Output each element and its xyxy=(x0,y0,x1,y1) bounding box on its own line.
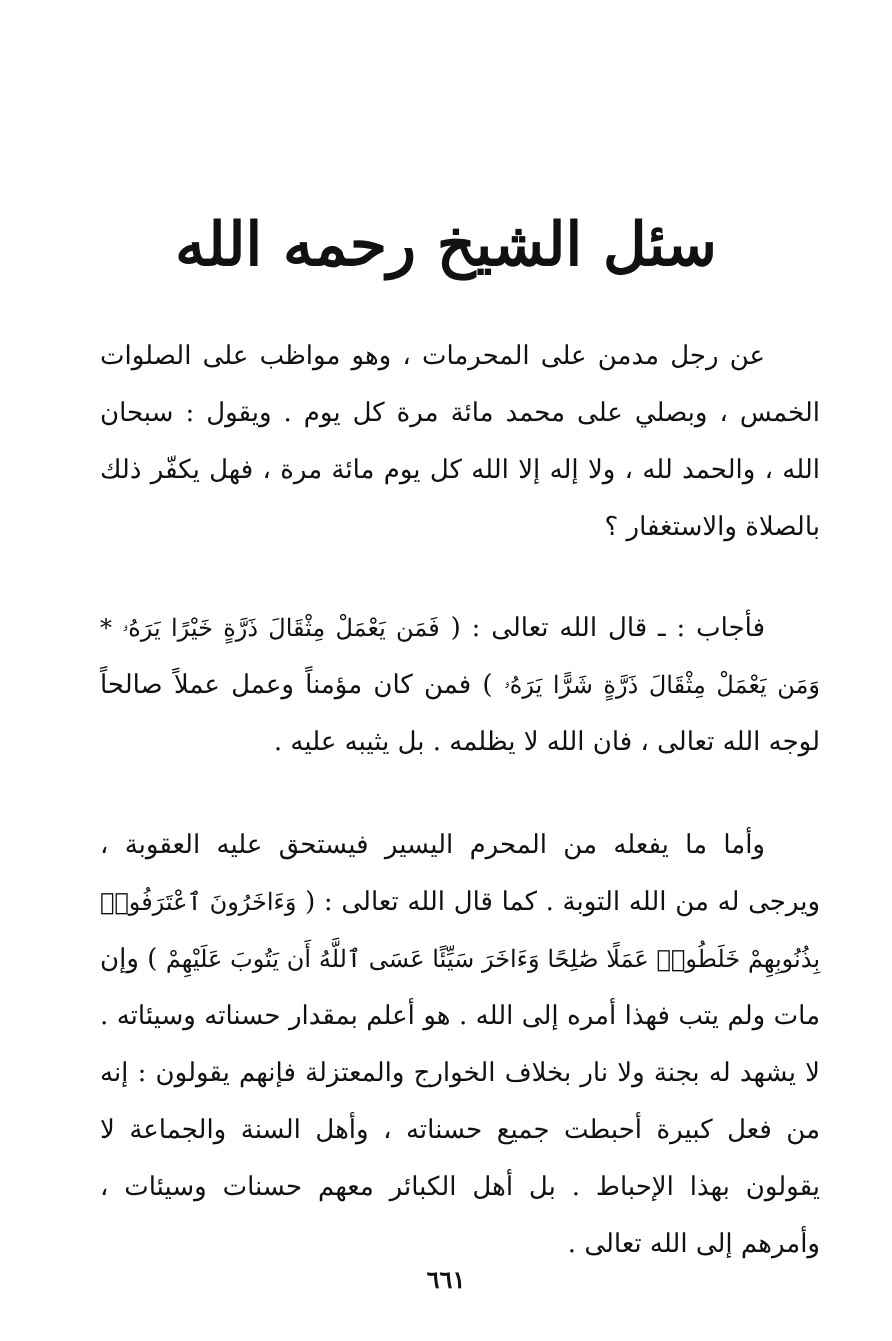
quran-verse: وَءَاخَرُونَ ٱعْتَرَفُوا۟ بِذُنُوبِهِمْ خَلَطُوا۟ عَمَلًا صَٰلِحًا وَءَاخَرَ سَيِّئًا عَسَى ٱللَّهُ أَن يَتُوبَ عَلَيْهِمْ xyxy=(100,888,821,973)
answer-paragraph xyxy=(100,600,820,771)
answer-rest: ) فمن كان مؤمناً وعمل عملاً صالحاً لوجه الله تعالى ، فان الله لا يظلمه . بل يثيبه عليه . xyxy=(100,670,820,757)
page-number: ٦٦١ xyxy=(426,1265,466,1294)
question-paragraph xyxy=(100,328,820,556)
question-text: عن رجل مدمن على المحرمات ، وهو مواظب على الصلوات الخمس ، وبصلي على محمد مائة مرة كل يوم . ويقول : سبحان الله ، والحمد لله ، ولا إله إلا الله كل يوم مائة مرة ، فهل يكفّر ذلك بالصلاة والاستغفار ؟ xyxy=(100,341,820,542)
second-paragraph xyxy=(100,817,820,1273)
quran-verse: فَمَن يَعْمَلْ مِثْقَالَ ذَرَّةٍ خَيْرًا يَرَهُۥ * وَمَن يَعْمَلْ مِثْقَالَ ذَرَّةٍ شَرًّا يَرَهُۥ xyxy=(100,614,821,699)
paragraph-intro: وأما ما يفعله من المحرم اليسير فيستحق عليه العقوبة ، ويرجى له من الله التوبة . كما قال الله تعالى : ( xyxy=(100,830,821,917)
page-title: سئل الشيخ رحمه الله xyxy=(175,210,717,280)
answer-intro: فأجاب : ـ قال الله تعالى : ( xyxy=(450,613,766,643)
paragraph-rest: ) وإن مات ولم يتب فهذا أمره إلى الله . هو أعلم بمقدار حسناته وسيئاته . لا يشهد له بجنة ولا نار بخلاف الخوارج والمعتزلة فإنهم يقولون : إنه من فعل كبيرة أحبطت جميع حسناته ، وأهل السنة والجماعة لا يقولون بهذا الإحباط . بل أهل الكبائر معهم حسنات وسيئات ، وأمرهم إلى الله تعالى . xyxy=(100,944,820,1259)
